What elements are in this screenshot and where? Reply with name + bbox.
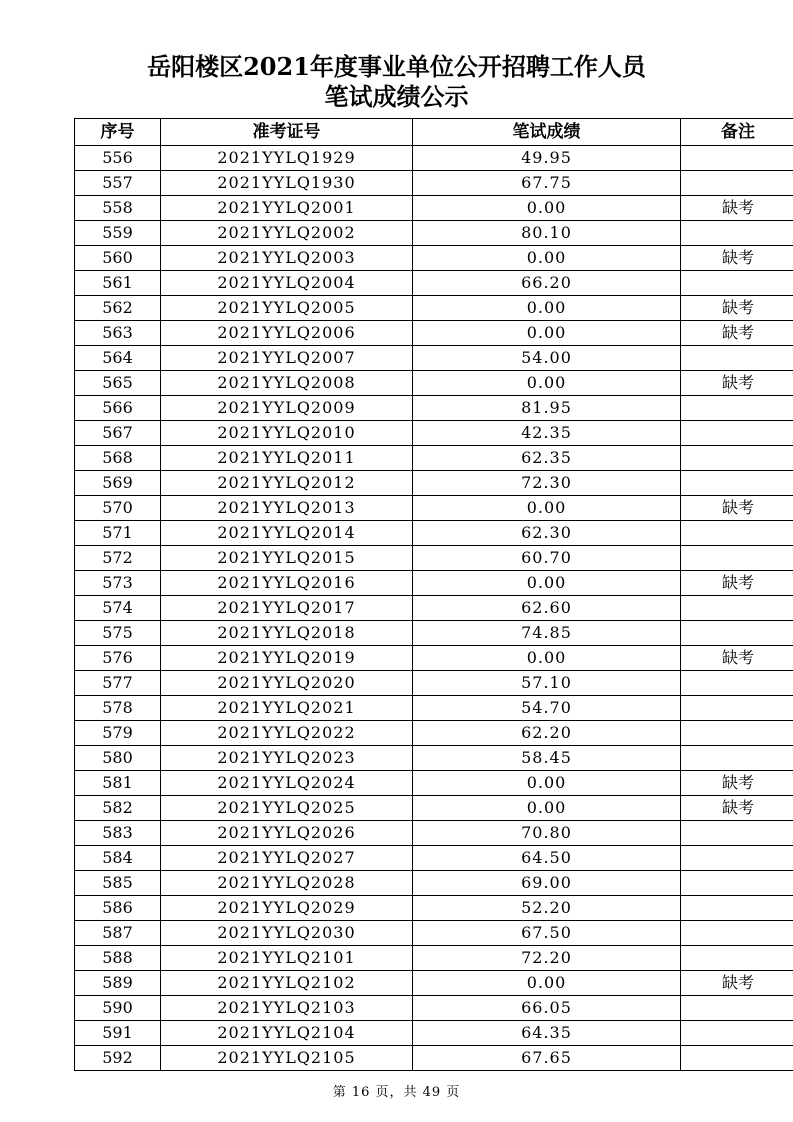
- admission-ticket-cell: 2021YYLQ2019: [161, 646, 413, 671]
- admission-ticket-cell: 2021YYLQ2016: [161, 571, 413, 596]
- remarks-cell: [681, 846, 793, 871]
- table-row: [75, 596, 793, 621]
- table-row: [75, 471, 793, 496]
- remarks-cell: [681, 471, 793, 496]
- table-row: [75, 971, 793, 996]
- remarks-cell: [681, 421, 793, 446]
- written-score-cell: 52.20: [413, 896, 681, 921]
- written-score-cell: 66.05: [413, 996, 681, 1021]
- remarks-cell: [681, 696, 793, 721]
- remarks-cell: 缺考: [681, 246, 793, 271]
- written-score-cell: 0.00: [413, 571, 681, 596]
- table-header-row: [75, 119, 793, 146]
- table-row: [75, 671, 793, 696]
- remarks-cell: [681, 521, 793, 546]
- table-row: [75, 221, 793, 246]
- serial-number-cell: 557: [75, 171, 161, 196]
- serial-number-cell: 564: [75, 346, 161, 371]
- remarks-cell: 缺考: [681, 771, 793, 796]
- table-row: [75, 746, 793, 771]
- written-score-cell: 80.10: [413, 221, 681, 246]
- admission-ticket-cell: 2021YYLQ2015: [161, 546, 413, 571]
- table-row: [75, 171, 793, 196]
- remarks-cell: 缺考: [681, 496, 793, 521]
- document-title: 岳阳楼区2021年度事业单位公开招聘工作人员: [147, 52, 646, 81]
- written-score-cell: 54.70: [413, 696, 681, 721]
- serial-number-cell: 586: [75, 896, 161, 921]
- admission-ticket-cell: 2021YYLQ1929: [161, 146, 413, 171]
- written-score-cell: 67.50: [413, 921, 681, 946]
- remarks-cell: [681, 946, 793, 971]
- admission-ticket-cell: 2021YYLQ2021: [161, 696, 413, 721]
- serial-number-cell: 563: [75, 321, 161, 346]
- serial-number-cell: 574: [75, 596, 161, 621]
- table-row: [75, 346, 793, 371]
- admission-ticket-cell: 2021YYLQ2001: [161, 196, 413, 221]
- admission-ticket-cell: 2021YYLQ2010: [161, 421, 413, 446]
- written-score-cell: 66.20: [413, 271, 681, 296]
- admission-ticket-cell: 2021YYLQ2028: [161, 871, 413, 896]
- admission-ticket-cell: 2021YYLQ2002: [161, 221, 413, 246]
- serial-number-cell: 566: [75, 396, 161, 421]
- admission-ticket-cell: 2021YYLQ2004: [161, 271, 413, 296]
- remarks-cell: [681, 746, 793, 771]
- written-score-cell: 62.60: [413, 596, 681, 621]
- table-row: [75, 621, 793, 646]
- remarks-cell: [681, 546, 793, 571]
- remarks-cell: [681, 621, 793, 646]
- table-row: [75, 271, 793, 296]
- remarks-cell: [681, 1046, 793, 1071]
- written-score-cell: 64.35: [413, 1021, 681, 1046]
- written-score-cell: 67.75: [413, 171, 681, 196]
- serial-number-cell: 558: [75, 196, 161, 221]
- written-score-cell: 0.00: [413, 496, 681, 521]
- admission-ticket-cell: 2021YYLQ2005: [161, 296, 413, 321]
- remarks-cell: 缺考: [681, 371, 793, 396]
- serial-number-cell: 571: [75, 521, 161, 546]
- admission-ticket-cell: 2021YYLQ2102: [161, 971, 413, 996]
- table-row: [75, 646, 793, 671]
- written-score-cell: 58.45: [413, 746, 681, 771]
- table-row: [75, 196, 793, 221]
- serial-number-cell: 584: [75, 846, 161, 871]
- admission-ticket-cell: 2021YYLQ2030: [161, 921, 413, 946]
- table-row: [75, 396, 793, 421]
- written-score-cell: 72.30: [413, 471, 681, 496]
- remarks-cell: [681, 446, 793, 471]
- serial-number-cell: 562: [75, 296, 161, 321]
- serial-number-cell: 591: [75, 1021, 161, 1046]
- written-score-cell: 0.00: [413, 971, 681, 996]
- serial-number-cell: 559: [75, 221, 161, 246]
- table-row: [75, 921, 793, 946]
- admission-ticket-cell: 2021YYLQ2012: [161, 471, 413, 496]
- serial-number-cell: 585: [75, 871, 161, 896]
- table-row: [75, 246, 793, 271]
- remarks-cell: [681, 396, 793, 421]
- table-row: [75, 896, 793, 921]
- table-row: [75, 521, 793, 546]
- written-score-cell: 81.95: [413, 396, 681, 421]
- remarks-cell: [681, 996, 793, 1021]
- admission-ticket-cell: 2021YYLQ2024: [161, 771, 413, 796]
- table-row: [75, 296, 793, 321]
- serial-number-cell: 579: [75, 721, 161, 746]
- table-row: [75, 1021, 793, 1046]
- table-row: [75, 546, 793, 571]
- admission-ticket-cell: 2021YYLQ2018: [161, 621, 413, 646]
- admission-ticket-cell: 2021YYLQ2026: [161, 821, 413, 846]
- header-serial-number: 序号: [75, 119, 161, 146]
- remarks-cell: 缺考: [681, 646, 793, 671]
- remarks-cell: [681, 871, 793, 896]
- table-row: [75, 1046, 793, 1071]
- written-score-cell: 70.80: [413, 821, 681, 846]
- written-score-cell: 57.10: [413, 671, 681, 696]
- serial-number-cell: 560: [75, 246, 161, 271]
- admission-ticket-cell: 2021YYLQ2101: [161, 946, 413, 971]
- table-row: [75, 821, 793, 846]
- serial-number-cell: 589: [75, 971, 161, 996]
- written-score-cell: 0.00: [413, 371, 681, 396]
- admission-ticket-cell: 2021YYLQ2027: [161, 846, 413, 871]
- remarks-cell: [681, 346, 793, 371]
- table-body: [75, 146, 793, 1071]
- table-row: [75, 571, 793, 596]
- written-score-cell: 49.95: [413, 146, 681, 171]
- serial-number-cell: 576: [75, 646, 161, 671]
- serial-number-cell: 581: [75, 771, 161, 796]
- table-row: [75, 871, 793, 896]
- document-subtitle: 笔试成绩公示: [324, 82, 469, 111]
- header-remarks: 备注: [681, 119, 793, 146]
- serial-number-cell: 565: [75, 371, 161, 396]
- remarks-cell: [681, 221, 793, 246]
- serial-number-cell: 583: [75, 821, 161, 846]
- admission-ticket-cell: 2021YYLQ1930: [161, 171, 413, 196]
- table-row: [75, 421, 793, 446]
- written-score-cell: 74.85: [413, 621, 681, 646]
- table-row: [75, 146, 793, 171]
- remarks-cell: [681, 146, 793, 171]
- admission-ticket-cell: 2021YYLQ2025: [161, 796, 413, 821]
- written-score-cell: 0.00: [413, 771, 681, 796]
- serial-number-cell: 587: [75, 921, 161, 946]
- serial-number-cell: 588: [75, 946, 161, 971]
- table-row: [75, 371, 793, 396]
- remarks-cell: [681, 821, 793, 846]
- remarks-cell: [681, 721, 793, 746]
- table-row: [75, 846, 793, 871]
- admission-ticket-cell: 2021YYLQ2009: [161, 396, 413, 421]
- written-score-cell: 60.70: [413, 546, 681, 571]
- written-score-cell: 64.50: [413, 846, 681, 871]
- admission-ticket-cell: 2021YYLQ2013: [161, 496, 413, 521]
- table-row: [75, 771, 793, 796]
- written-score-cell: 72.20: [413, 946, 681, 971]
- serial-number-cell: 590: [75, 996, 161, 1021]
- remarks-cell: [681, 896, 793, 921]
- table-row: [75, 946, 793, 971]
- serial-number-cell: 569: [75, 471, 161, 496]
- written-score-cell: 69.00: [413, 871, 681, 896]
- table-row: [75, 996, 793, 1021]
- remarks-cell: 缺考: [681, 196, 793, 221]
- remarks-cell: 缺考: [681, 796, 793, 821]
- admission-ticket-cell: 2021YYLQ2020: [161, 671, 413, 696]
- serial-number-cell: 580: [75, 746, 161, 771]
- written-score-cell: 62.20: [413, 721, 681, 746]
- serial-number-cell: 572: [75, 546, 161, 571]
- table-row: [75, 446, 793, 471]
- written-score-cell: 42.35: [413, 421, 681, 446]
- admission-ticket-cell: 2021YYLQ2029: [161, 896, 413, 921]
- header-written-score: 笔试成绩: [413, 119, 681, 146]
- admission-ticket-cell: 2021YYLQ2017: [161, 596, 413, 621]
- remarks-cell: 缺考: [681, 571, 793, 596]
- admission-ticket-cell: 2021YYLQ2023: [161, 746, 413, 771]
- written-score-cell: 62.35: [413, 446, 681, 471]
- serial-number-cell: 567: [75, 421, 161, 446]
- admission-ticket-cell: 2021YYLQ2007: [161, 346, 413, 371]
- serial-number-cell: 573: [75, 571, 161, 596]
- written-score-cell: 0.00: [413, 796, 681, 821]
- remarks-cell: 缺考: [681, 296, 793, 321]
- admission-ticket-cell: 2021YYLQ2014: [161, 521, 413, 546]
- serial-number-cell: 578: [75, 696, 161, 721]
- remarks-cell: [681, 671, 793, 696]
- table-row: [75, 496, 793, 521]
- admission-ticket-cell: 2021YYLQ2006: [161, 321, 413, 346]
- serial-number-cell: 570: [75, 496, 161, 521]
- admission-ticket-cell: 2021YYLQ2008: [161, 371, 413, 396]
- serial-number-cell: 592: [75, 1046, 161, 1071]
- admission-ticket-cell: 2021YYLQ2003: [161, 246, 413, 271]
- scores-table: [74, 118, 793, 1071]
- page-footer: 第 16 页，共 49 页: [332, 1085, 461, 1100]
- written-score-cell: 0.00: [413, 196, 681, 221]
- serial-number-cell: 556: [75, 146, 161, 171]
- admission-ticket-cell: 2021YYLQ2103: [161, 996, 413, 1021]
- remarks-cell: [681, 596, 793, 621]
- written-score-cell: 0.00: [413, 296, 681, 321]
- table-row: [75, 796, 793, 821]
- table-row: [75, 321, 793, 346]
- written-score-cell: 67.65: [413, 1046, 681, 1071]
- written-score-cell: 0.00: [413, 321, 681, 346]
- remarks-cell: 缺考: [681, 971, 793, 996]
- remarks-cell: [681, 171, 793, 196]
- remarks-cell: [681, 1021, 793, 1046]
- serial-number-cell: 577: [75, 671, 161, 696]
- table-row: [75, 696, 793, 721]
- admission-ticket-cell: 2021YYLQ2011: [161, 446, 413, 471]
- serial-number-cell: 582: [75, 796, 161, 821]
- serial-number-cell: 568: [75, 446, 161, 471]
- written-score-cell: 0.00: [413, 646, 681, 671]
- table-row: [75, 721, 793, 746]
- admission-ticket-cell: 2021YYLQ2105: [161, 1046, 413, 1071]
- written-score-cell: 62.30: [413, 521, 681, 546]
- remarks-cell: [681, 271, 793, 296]
- written-score-cell: 54.00: [413, 346, 681, 371]
- admission-ticket-cell: 2021YYLQ2104: [161, 1021, 413, 1046]
- remarks-cell: 缺考: [681, 321, 793, 346]
- header-admission-ticket: 准考证号: [161, 119, 413, 146]
- admission-ticket-cell: 2021YYLQ2022: [161, 721, 413, 746]
- written-score-cell: 0.00: [413, 246, 681, 271]
- serial-number-cell: 561: [75, 271, 161, 296]
- remarks-cell: [681, 921, 793, 946]
- serial-number-cell: 575: [75, 621, 161, 646]
